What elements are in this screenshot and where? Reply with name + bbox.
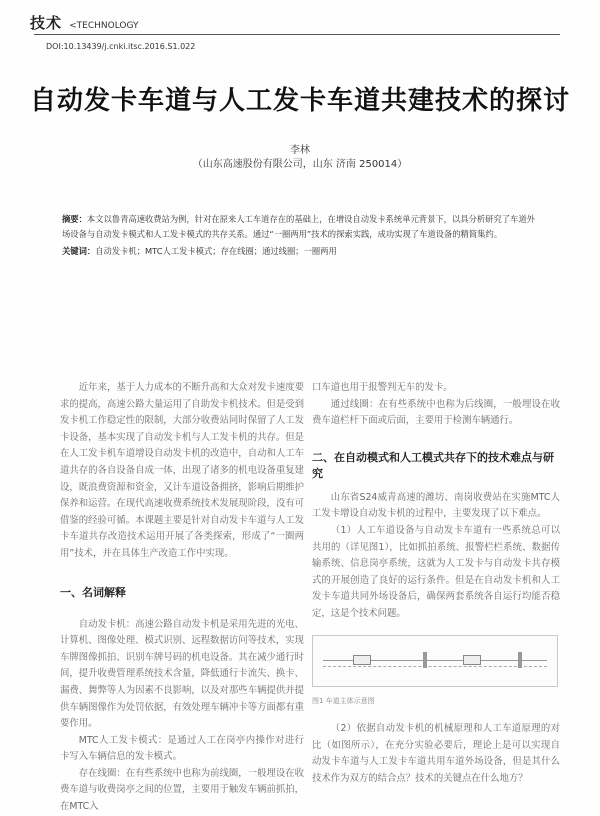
doi-line: DOI:10.13439/j.cnki.itsc.2016.S1.022	[46, 42, 196, 51]
difficulty-2: （2）依据自动发卡机的机械原理和人工车道原理的对比（如图所示），在充分实验必要后，理论上是可以实现自动发卡车道与人工发卡车道共用车道外场设备，但是其什么技术作为双方的结合点？技术的关键点在什么地方？	[312, 723, 560, 784]
card-machine-block	[463, 655, 481, 665]
booth-block	[353, 655, 371, 665]
figure-caption: 图1 车道主体示意图	[312, 696, 375, 705]
abstract-label: 摘要：	[62, 214, 87, 224]
abstract	[62, 212, 538, 242]
lane-dashed-line	[323, 666, 547, 667]
author-affiliation: （山东高速股份有限公司，山东 济南 250014）	[192, 159, 408, 170]
left-column	[60, 380, 304, 816]
author-name: 李林	[290, 145, 310, 156]
article-title: 自动发卡车道与人工发卡车道共建技术的探讨	[29, 86, 570, 116]
section-heading-2: 二、在自动模式和人工模式共存下的技术难点与研究	[312, 450, 554, 480]
journal-section: <TECHNOLOGY	[69, 21, 139, 31]
right-column	[312, 380, 560, 788]
keywords-label: 关键词：	[62, 246, 96, 256]
journal-category: 技术	[30, 14, 63, 32]
gate-marker	[423, 652, 427, 668]
definition-presence-loop: 存在线圈：在有些系统中也称为前线圈，一般埋设在收费车道与收费岗亭之间的位置，主要用于触发车辆前抓拍，在MTC入	[60, 767, 304, 813]
definition-pass-loop: 通过线圈：在有些系统中也称为后线圈，一般埋设在收费车道栏杆下面或后面，主要用于检测车辆通行。	[312, 398, 560, 427]
difficulty-1: （1）人工车道设备与自动发卡车道有一些系统总可以共用的（详见图1），比如抓拍系统、报警栏栏系统、数据传输系统、信息岗亭系统，这就为人工发卡与自动发卡共存模式的开展创造了良好的运行条件。但是在自动发卡机和人工发卡车道共同外场设备后，确保两套系统各自运行均能否稳定，这是个技术问题。	[312, 524, 560, 619]
keywords	[62, 244, 538, 258]
header-rule	[34, 34, 560, 35]
definition-mtc-mode: MTC人工发卡模式：是通过人工在岗亭内操作对进行卡写入车辆信息的发卡模式。	[60, 734, 304, 763]
intro-paragraph: 近年来，基于人力成本的不断升高和大众对发卡速度要求的提高，高速公路大量运用了自助发卡机技术。但是受到发卡机工作稳定性的限制，大部分收费站同时保留了人工发卡设备，基本实现了自动发卡机与人工发卡机的共存。但是在人工发卡机车道增设自动发卡机的改造中，自动和人工车道共存的各自设备自成一体，出现了诸多的机电设备重复建设，既浪费资源和资金，又计车道设备拥挤，影响后期维护保养和运营。在现代高速收费系统技术发展现阶段，没有可借鉴的经验可循。本课题主要是针对自动发卡车道与人工发卡车道共存改造技术运用开展了各类探索，形成了“一圈两用”技术，并在具体生产改造工作中实现。	[60, 382, 304, 559]
abstract-text: 本文以鲁青高速收费站为例，针对在原来人工车道存在的基础上，在增设自动发卡系统单元背景下，以具分析研究了车道外场设备与自动发卡模式和人工发卡模式的共存关系。通过“一圈两用”技术的探索实践，成功实现了车道设备的精简集约。	[62, 214, 535, 239]
difficulty-intro: 山东省S24威青高速的潍坊、南岗收费站在实施MTC人工发卡增设自动发卡机的过程中，主要发现了以下难点。	[312, 491, 560, 520]
continued-paragraph: 口车道也用于报警判无车的发卡。	[312, 382, 453, 393]
section-heading-1: 一、名词解释	[60, 585, 126, 599]
barrier-marker	[518, 652, 522, 668]
keywords-text: 自动发卡机；MTC人工发卡模式；存在线圈；通过线圈；一圈两用	[95, 246, 337, 256]
definition-auto-card-machine: 自动发卡机：高速公路自动发卡机是采用先进的光电、计算机、图像处理、模式识别、远程数据访问等技术，实现车牌图像抓拍、识别车牌号码的机电设备。其在减少通行时间，提升收费管理系统技术含量，降低通行卡流失、换卡、漏费、舞弊等人为因素不良影响，以及对那些车辆提供并提供车辆图像作为处罚依据，有效处理车辆冲卡等方面都有重要作用。	[60, 618, 304, 730]
journal-header	[30, 12, 570, 36]
lane-diagram-figure	[312, 635, 558, 687]
